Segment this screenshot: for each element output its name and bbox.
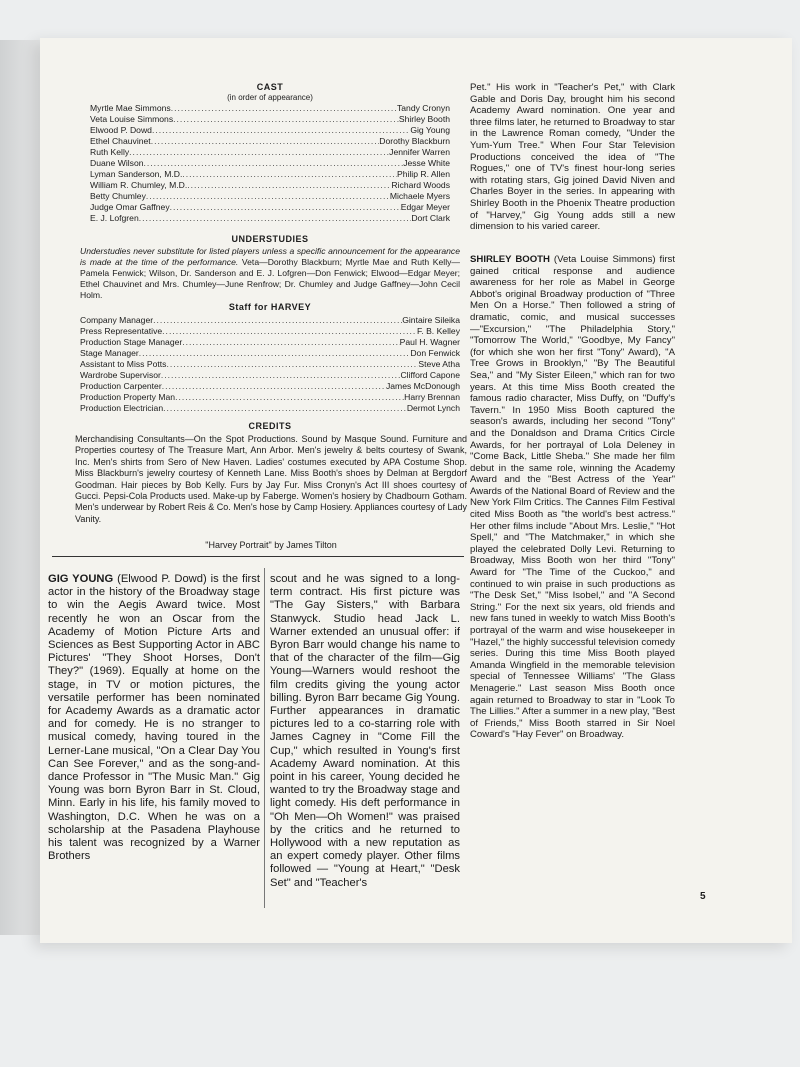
cast-list xyxy=(90,103,450,224)
young-bio-col1 xyxy=(48,573,260,863)
staff-name: F. B. Kelley xyxy=(417,326,460,336)
staff-heading: Staff for HARVEY xyxy=(228,302,312,312)
cast-role: Ethel Chauvinet xyxy=(90,136,151,146)
staff-name: Clifford Capone xyxy=(400,370,460,380)
cast-role: Betty Chumley xyxy=(90,191,146,201)
credits-text: Merchandising Consultants—On the Spot Productions. Sound by Masque Sound. Furniture and Properties courtesy of The Treasure Mart, Ann Arbor. Men's jewelry & belts courtesy of Swank, Inc. Men's shirts from Sero of New Haven. Ladies' costumes executed by APA Costume Shop. Miss Blackburn's jewelry courtesy of Kenneth Lane. Miss Booth's shoes by Delman at Bergdorf Goodman. Hair pieces by Bob Kelly. Furs by Jay Fur. Miss Cronyn's Act III shoes courtesy of Gucci. Pepsi-Cola Products used. Make-up by Faberge. Women's hosiery by Chadbourn Gotham. Men's underwear by Robert Reis & Co. Men's hose by Camp Hosiery. Appliances courtesy of Lady Vanity. xyxy=(75,434,467,524)
leader-dots xyxy=(175,392,404,403)
leader-dots xyxy=(173,114,399,125)
booth-bio-name: SHIRLEY BOOTH xyxy=(470,254,550,265)
leader-dots xyxy=(153,315,402,326)
leader-dots xyxy=(139,348,411,359)
staff-row xyxy=(80,326,460,337)
cast-row xyxy=(90,114,450,125)
staff-name: Gintaire Sileika xyxy=(402,315,460,325)
booth-bio xyxy=(470,254,675,741)
column-divider xyxy=(264,568,265,908)
leader-dots xyxy=(163,403,407,414)
cast-heading: CAST xyxy=(256,82,284,92)
staff-row xyxy=(80,337,460,348)
booth-bio-text: (Veta Louise Simmons) first gained critical response and audience awareness for her role as Mabel in George Abbot's original Broadway production of "Three Men On a Horse." Then followed a string of dramatic, comic, and musical successes—"Excursion," "The Philadelphia Story," "Tomorrow The World," "Goodbye, My Fancy" (for which she won her first "Tony" Award), "A Tree Grows in Brooklyn," "By The Beautiful Sea," and "My Sister Eileen," which ran for two years. At this time Miss Booth created the famous radio character, Miss Duffy, on "Duffy's Tavern." In 1950 Miss Booth captured the season's awards, including her second "Tony" and the Donaldson and Drama Critics Circle Awards, for her portrayal of Lola Deleney in "Come Back, Little Sheba." She made her film debut in the same role, winning the Academy Award and the "Best Actress of the Year" Awards of the National Board of Review and the New York Film Critics. The Cannes Film Festival cited Miss Booth as "the world's best actress." Her other films include "About Mrs. Leslie," "Hot Spell," and "The Matchmaker," in which she played the celebrated Dolly Levi. Returning to Broadway, Miss Booth won her third "Tony" Award for "The Time of the Cuckoo," and continued to win praise in such productions as "The Desk Set," "Miss Isobel," and "A Second String." For the next six years, old friends and new fans tuned in weekly to watch Miss Booth's portrayal of the warm and wise housekeeper in "Hazel," the highly successful television comedy series. During this time Miss Booth played Amanda Wingfield in the memorable television special of Tennessee Williams' "The Glass Menagerie." Last season Miss Booth once again returned to Broadway to star in "Look To The Lillies." After a summer in a new play, "Best of Friends," Miss Booth starred in Sir Noel Coward's "Hay Fever" on Broadway. xyxy=(470,254,675,741)
leader-dots xyxy=(171,103,397,114)
young-bio-name: GIG YOUNG xyxy=(48,573,114,585)
cast-actor: Jesse White xyxy=(403,158,450,168)
staff-name: Dermot Lynch xyxy=(406,403,460,413)
staff-name: Paul H. Wagner xyxy=(399,337,460,347)
staff-row xyxy=(80,370,460,381)
understudies-note: Understudies never substitute for listed players unless a specific announcement for the appearance is made at the time of the performance. xyxy=(80,246,460,267)
staff-role: Press Representative xyxy=(80,326,163,336)
cast-actor: Richard Woods xyxy=(391,180,450,190)
credits-portrait: "Harvey Portrait" by James Tilton xyxy=(205,540,337,550)
young-bio-col2: scout and he was signed to a long-term contract. His first picture was "The Gay Sisters," with Barbara Stanwyck. Studio head Jack L. Warner extended an unusual offer: if Byron Barr would change his name to that of the character of the film—Gig Young—Warners would reshoot the film credits giving the young actor billing. Byron Barr became Gig Young. Further appearances in dramatic pictures led to a co-starring role with James Cagney in "Come Fill the Cup," which resulted in Young's first Academy Award nomination. At this point in his career, Young decided he wanted to try the Broadway stage and light comedy. His deft performance in "Oh Men—Oh Women!" was praised by the critics and he returned to Hollywood with a new reputation as an expert comedy player. Other films followed — "Young at Heart," "Desk Set" and "Teacher's xyxy=(270,573,460,889)
leader-dots xyxy=(182,169,397,180)
leader-dots xyxy=(139,213,412,224)
staff-row xyxy=(80,392,460,403)
cast-actor: Shirley Booth xyxy=(398,114,450,124)
leader-dots xyxy=(129,147,389,158)
staff-name: James McDonough xyxy=(385,381,460,391)
cast-row xyxy=(90,191,450,202)
cast-actor: Edgar Meyer xyxy=(400,202,450,212)
cast-role: Duane Wilson xyxy=(90,158,144,168)
staff-role: Production Electrician xyxy=(80,403,164,413)
leader-dots xyxy=(166,359,418,370)
understudies-text xyxy=(80,246,460,301)
cast-actor: Tandy Cronyn xyxy=(396,103,450,113)
understudies-list: Veta—Dorothy Blackburn; Myrtle Mae and Ruth Kelly—Pamela Fenwick; Wilson, Dr. Sanderson and E. J. Lofgren—Don Fenwick; Elwood—Edgar Meyer; Ethel Chauvinet and Mrs. Chumley—June Renfrow; Dr. Chumley and Judge Gaffney—John Cecil Holm. xyxy=(80,257,461,300)
staff-row xyxy=(80,403,460,414)
staff-row xyxy=(80,359,460,370)
staff-role: Company Manager xyxy=(80,315,154,325)
staff-role: Assistant to Miss Potts xyxy=(80,359,167,369)
staff-role: Stage Manager xyxy=(80,348,139,358)
cast-role: William R. Chumley, M.D. xyxy=(90,180,188,190)
cast-role: Judge Omar Gaffney xyxy=(90,202,170,212)
cast-row xyxy=(90,213,450,224)
cast-subheading: (in order of appearance) xyxy=(227,93,313,102)
young-bio-text-1: (Elwood P. Dowd) is the first actor in the history of the Broadway stage to win the Aegis Award twice. Most recently he won an Oscar from the Academy of Motion Picture Arts and Sciences as Best Supporting Actor in ABC Pictures' "They Shoot Horses, Don't They?" (1969). Equally at home on the stage, in TV or motion pictures, the versatile performer has been nominated for Academy Awards as a dramatic actor and for comedy. He is no stranger to musical comedy, having toured in the Lerner-Lane musical, "On a Clear Day You Can See Forever," and as the song-and-dance Professor in "The Music Man." Gig Young was born Byron Barr in St. Cloud, Minn. Early in his life, his family moved to Washington, D.C. When he was on a scholarship at the Pasadena Playhouse his talent was recognized by a Warner Brothers xyxy=(48,573,260,863)
leader-dots xyxy=(162,381,386,392)
leader-dots xyxy=(144,158,404,169)
staff-row xyxy=(80,381,460,392)
cast-role: Myrtle Mae Simmons xyxy=(90,103,171,113)
cast-actor: Gig Young xyxy=(410,125,450,135)
leader-dots xyxy=(187,180,391,191)
cast-role: Ruth Kelly xyxy=(90,147,130,157)
staff-role: Production Stage Manager xyxy=(80,337,183,347)
staff-list xyxy=(80,315,460,414)
leader-dots xyxy=(151,136,380,147)
leader-dots xyxy=(161,370,401,381)
cast-row xyxy=(90,147,450,158)
staff-role: Production Property Man xyxy=(80,392,176,402)
staff-name: Harry Brennan xyxy=(404,392,460,402)
cast-actor: Philip R. Allen xyxy=(396,169,450,179)
cast-role: Veta Louise Simmons xyxy=(90,114,174,124)
cast-row xyxy=(90,202,450,213)
cast-row xyxy=(90,180,450,191)
cast-row xyxy=(90,125,450,136)
leader-dots xyxy=(162,326,417,337)
cast-role: Lyman Sanderson, M.D. xyxy=(90,169,183,179)
young-bio-continued: Pet." His work in "Teacher's Pet," with Clark Gable and Doris Day, brought him his second Academy Award nomination. One year and three films later, he returned to Broadway to star in the Lawrence Roman comedy, "Under the Yum-Yum Tree." When Four Star Television Productions conceived the idea of "The Rogues," one of TV's finest hour-long series with rotating stars, Gig joined David Niven and Charles Boyer in the series. In appearing with Shirley Booth in the Phoenix Theatre production of "Harvey," Gig Young adds still a new dimension to his varied career. xyxy=(470,82,675,233)
cast-row xyxy=(90,103,450,114)
staff-name: Don Fenwick xyxy=(410,348,460,358)
cast-row xyxy=(90,158,450,169)
cast-row xyxy=(90,169,450,180)
cast-row xyxy=(90,136,450,147)
leader-dots xyxy=(146,191,390,202)
understudies-heading: UNDERSTUDIES xyxy=(231,234,309,244)
leader-dots xyxy=(182,337,399,348)
cast-actor: Jennifer Warren xyxy=(389,147,450,157)
cast-actor: Michaele Myers xyxy=(389,191,450,201)
cast-role: Elwood P. Dowd xyxy=(90,125,152,135)
credits-heading: CREDITS xyxy=(248,421,292,431)
cast-role: E. J. Lofgren xyxy=(90,213,139,223)
staff-role: Wardrobe Supervisor xyxy=(80,370,161,380)
page-number: 5 xyxy=(700,891,706,902)
leader-dots xyxy=(170,202,401,213)
program-page xyxy=(40,38,792,943)
staff-role: Production Carpenter xyxy=(80,381,162,391)
cast-actor: Dort Clark xyxy=(411,213,450,223)
staff-row xyxy=(80,348,460,359)
cast-actor: Dorothy Blackburn xyxy=(379,136,450,146)
staff-row xyxy=(80,315,460,326)
section-divider xyxy=(52,556,464,557)
staff-name: Steve Atha xyxy=(418,359,460,369)
leader-dots xyxy=(152,125,410,136)
